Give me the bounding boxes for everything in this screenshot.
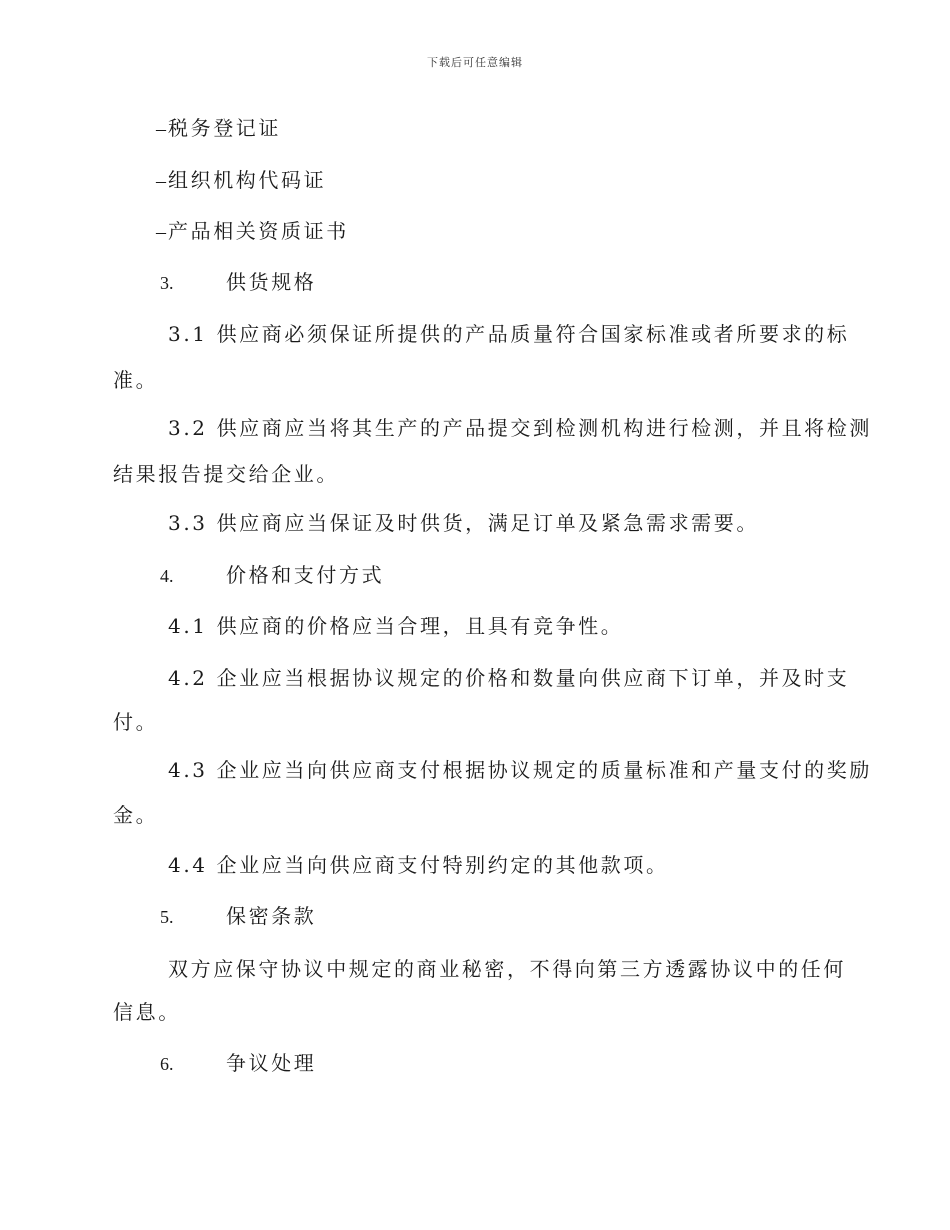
section-heading-3	[160, 268, 880, 297]
paragraph-4-4: 4.4 企业应当向供应商支付特别约定的其他款项。	[168, 853, 669, 877]
section-title: 争议处理	[226, 1051, 317, 1075]
section-number: 3.	[160, 273, 174, 293]
section-number: 5.	[160, 907, 174, 927]
paragraph-4-2-cont: 付。	[113, 710, 159, 734]
paragraph-4-3: 4.3 企业应当向供应商支付根据协议规定的质量标准和产量支付的奖励	[168, 758, 872, 782]
bullet-text: 税务登记证	[168, 116, 281, 140]
section-title: 供货规格	[226, 270, 317, 294]
paragraph-3-2-cont: 结果报告提交给企业。	[113, 462, 339, 486]
section-heading-6	[160, 1049, 880, 1078]
bullet-dash: –	[156, 221, 166, 243]
bullet-text: 产品相关资质证书	[168, 219, 349, 243]
bullet-dash: –	[156, 118, 166, 140]
section-heading-4	[160, 561, 880, 590]
page-header: 下载后可任意编辑	[427, 56, 523, 69]
section-number: 6.	[160, 1054, 174, 1074]
paragraph-5-cont: 信息。	[113, 1000, 181, 1024]
section-heading-5	[160, 902, 880, 931]
bullet-text: 组织机构代码证	[168, 168, 327, 192]
paragraph-3-1-cont: 准。	[113, 368, 159, 392]
section-title: 价格和支付方式	[226, 563, 385, 587]
paragraph-4-1: 4.1 供应商的价格应当合理，且具有竞争性。	[168, 614, 624, 638]
bullet-item	[156, 217, 876, 246]
paragraph-3-3: 3.3 供应商应当保证及时供货，满足订单及紧急需求需要。	[168, 511, 759, 535]
paragraph-4-2: 4.2 企业应当根据协议规定的价格和数量向供应商下订单，并及时支	[168, 666, 850, 690]
paragraph-3-1: 3.1 供应商必须保证所提供的产品质量符合国家标准或者所要求的标	[168, 322, 850, 346]
section-title: 保密条款	[226, 904, 317, 928]
paragraph-5: 双方应保守协议中规定的商业秘密，不得向第三方透露协议中的任何	[168, 957, 846, 981]
paragraph-4-3-cont: 金。	[113, 803, 159, 827]
bullet-dash: –	[156, 170, 166, 192]
bullet-item	[156, 114, 876, 143]
section-number: 4.	[160, 566, 174, 586]
paragraph-3-2: 3.2 供应商应当将其生产的产品提交到检测机构进行检测，并且将检测	[168, 416, 872, 440]
bullet-item	[156, 166, 876, 195]
